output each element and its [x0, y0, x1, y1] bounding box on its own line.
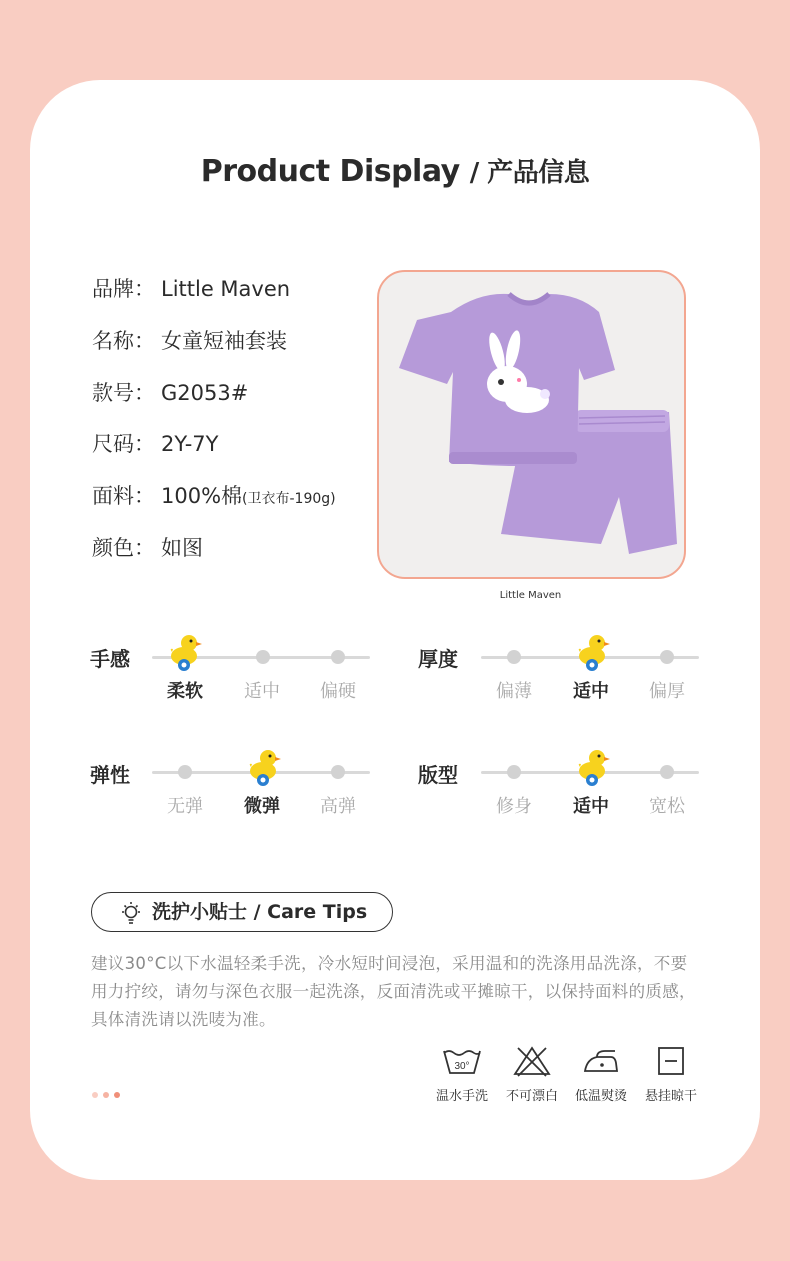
duck-marker-icon [575, 747, 611, 787]
care-icon-label: 低温熨烫 [574, 1089, 627, 1104]
product-photo [377, 270, 686, 579]
low-iron-item [566, 1045, 636, 1104]
scale-label-fit: 版型 [418, 763, 458, 787]
scale-dot [507, 650, 521, 664]
scale-label-thickness: 厚度 [418, 647, 458, 671]
info-size: 尺码： 2Y-7Y [92, 432, 219, 456]
info-color: 颜色： 如图 [92, 536, 203, 560]
outfit-illustration [379, 272, 684, 577]
info-style-number: 款号： G2053# [92, 381, 249, 405]
title-cn: / 产品信息 [469, 158, 590, 188]
scale-option: 无弹 [167, 796, 203, 817]
no-bleach-icon [512, 1045, 552, 1077]
hand-wash-icon [442, 1045, 482, 1077]
hang-dry-item [636, 1045, 706, 1104]
scale-option: 偏厚 [649, 681, 685, 702]
scale-dot [507, 765, 521, 779]
info-name: 名称： 女童短袖套装 [92, 329, 287, 353]
scale-dot [178, 765, 192, 779]
hang-dry-icon [651, 1045, 691, 1077]
page-title [0, 152, 790, 189]
duck-marker-icon [167, 632, 203, 672]
scale-label-elasticity: 弹性 [90, 763, 130, 787]
no-bleach-item [497, 1045, 567, 1104]
duck-marker-icon [246, 747, 282, 787]
scale-dot [256, 650, 270, 664]
scale-dot [660, 765, 674, 779]
duck-marker-icon [575, 632, 611, 672]
scale-label-feel: 手感 [90, 647, 130, 671]
hand-wash-item [427, 1045, 497, 1104]
scale-option: 偏硬 [320, 681, 356, 702]
page-dot [114, 1092, 120, 1098]
scale-option: 高弹 [320, 796, 356, 817]
scale-option: 适中 [244, 681, 280, 702]
scale-dot [331, 765, 345, 779]
low-iron-icon [581, 1045, 621, 1077]
scale-option: 宽松 [649, 796, 685, 817]
svg-text:30°: 30° [454, 1061, 470, 1072]
page-dot [92, 1092, 98, 1098]
care-tips-label: 洗护小贴士 / Care Tips [152, 901, 368, 923]
care-instructions: 建议30°C以下水温轻柔手洗，冷水短时间浸泡，采用温和的洗涤用品洗涤，不要用力拧绞，请勿与深色衣服一起洗涤，反面清洗或平摊晾干，以保持面料的质感，具体清洗请以洗唛为准。 [91, 954, 696, 1029]
scale-option: 修身 [496, 796, 532, 817]
scale-dot [331, 650, 345, 664]
care-icon-label: 不可漂白 [505, 1089, 558, 1104]
care-icon-label: 悬挂晾干 [644, 1089, 697, 1104]
scale-option: 柔软 [167, 681, 203, 702]
scale-option: 适中 [573, 681, 609, 702]
scale-dot [660, 650, 674, 664]
scale-option: 适中 [573, 796, 609, 817]
photo-caption: Little Maven [499, 590, 562, 601]
scale-option: 微弹 [244, 796, 280, 817]
info-fabric: 面料： 100%棉(卫衣布-190g) [92, 484, 336, 508]
title-en: Product Display [200, 154, 460, 189]
care-tips-pill [91, 892, 393, 932]
scale-option: 偏薄 [496, 681, 532, 702]
care-icon-label: 温水手洗 [435, 1089, 488, 1104]
info-brand: 品牌： Little Maven [92, 277, 291, 301]
lightbulb-icon [120, 901, 142, 925]
page-dot [103, 1092, 109, 1098]
